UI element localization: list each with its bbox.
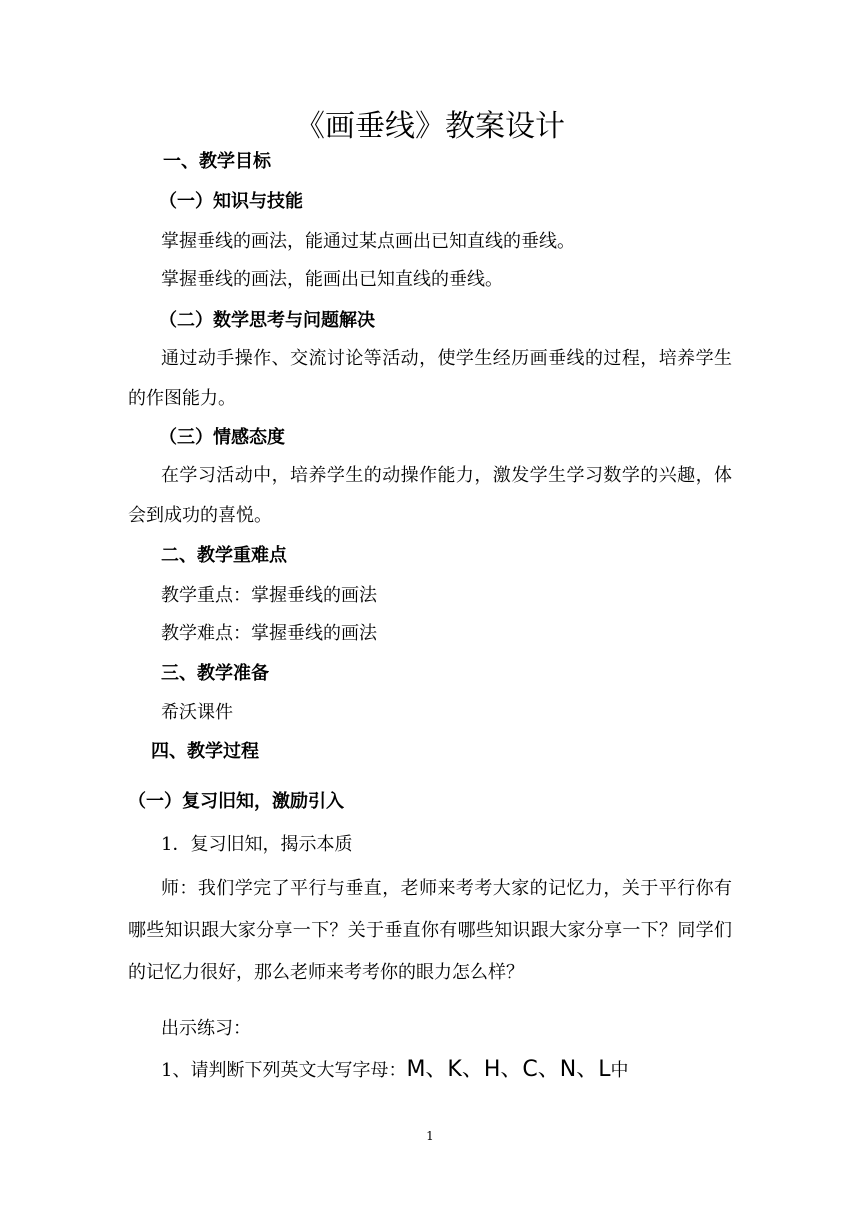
knowledge-line-1: 掌握垂线的画法，能通过某点画出已知直线的垂线。: [161, 231, 575, 252]
preparation-item: 希沃课件: [161, 702, 233, 723]
exercise-label: 出示练习：: [161, 1018, 251, 1039]
page-number: 1: [426, 1129, 434, 1143]
subheading-review: （一）复习旧知，激励引入: [128, 791, 344, 812]
subheading-emotion: （三）情感态度: [159, 427, 285, 448]
thinking-paragraph: 通过动手操作、交流讨论等活动，使学生经历画垂线的过程，培养学生的作图能力。: [128, 348, 732, 409]
question-prefix: 1、请判断下列英文大写字母：: [161, 1060, 407, 1081]
question-letters: M、K、H、C、N、L: [406, 1057, 611, 1082]
key-point-line: 教学重点：掌握垂线的画法: [161, 585, 377, 606]
heading-key-points: 二、教学重难点: [161, 545, 287, 566]
emotion-paragraph: 在学习活动中，培养学生的动操作能力，激发学生学习数学的兴趣，体会到成功的喜悦。: [128, 465, 732, 526]
heading-teaching-process: 四、教学过程: [151, 741, 259, 762]
document-title: 《画垂线》教案设计: [295, 109, 565, 144]
question-suffix: 中: [610, 1060, 629, 1081]
heading-teaching-goals: 一、教学目标: [163, 151, 271, 172]
subheading-thinking: （二）数学思考与问题解决: [159, 310, 375, 331]
teacher-paragraph: 师：我们学完了平行与垂直，老师来考考大家的记忆力，关于平行你有哪些知识跟大家分享一下？关于垂直你有哪些知识跟大家分享一下？同学们的记忆力很好，那么老师来考考你的眼力怎么样？: [128, 878, 732, 983]
question-line: [161, 1058, 628, 1083]
review-step: 1．复习旧知，揭示本质: [161, 834, 353, 855]
heading-preparation: 三、教学准备: [161, 663, 269, 684]
subheading-knowledge-skills: （一）知识与技能: [159, 191, 303, 212]
knowledge-line-2: 掌握垂线的画法，能画出已知直线的垂线。: [161, 269, 503, 290]
difficulty-line: 教学难点：掌握垂线的画法: [161, 623, 377, 644]
